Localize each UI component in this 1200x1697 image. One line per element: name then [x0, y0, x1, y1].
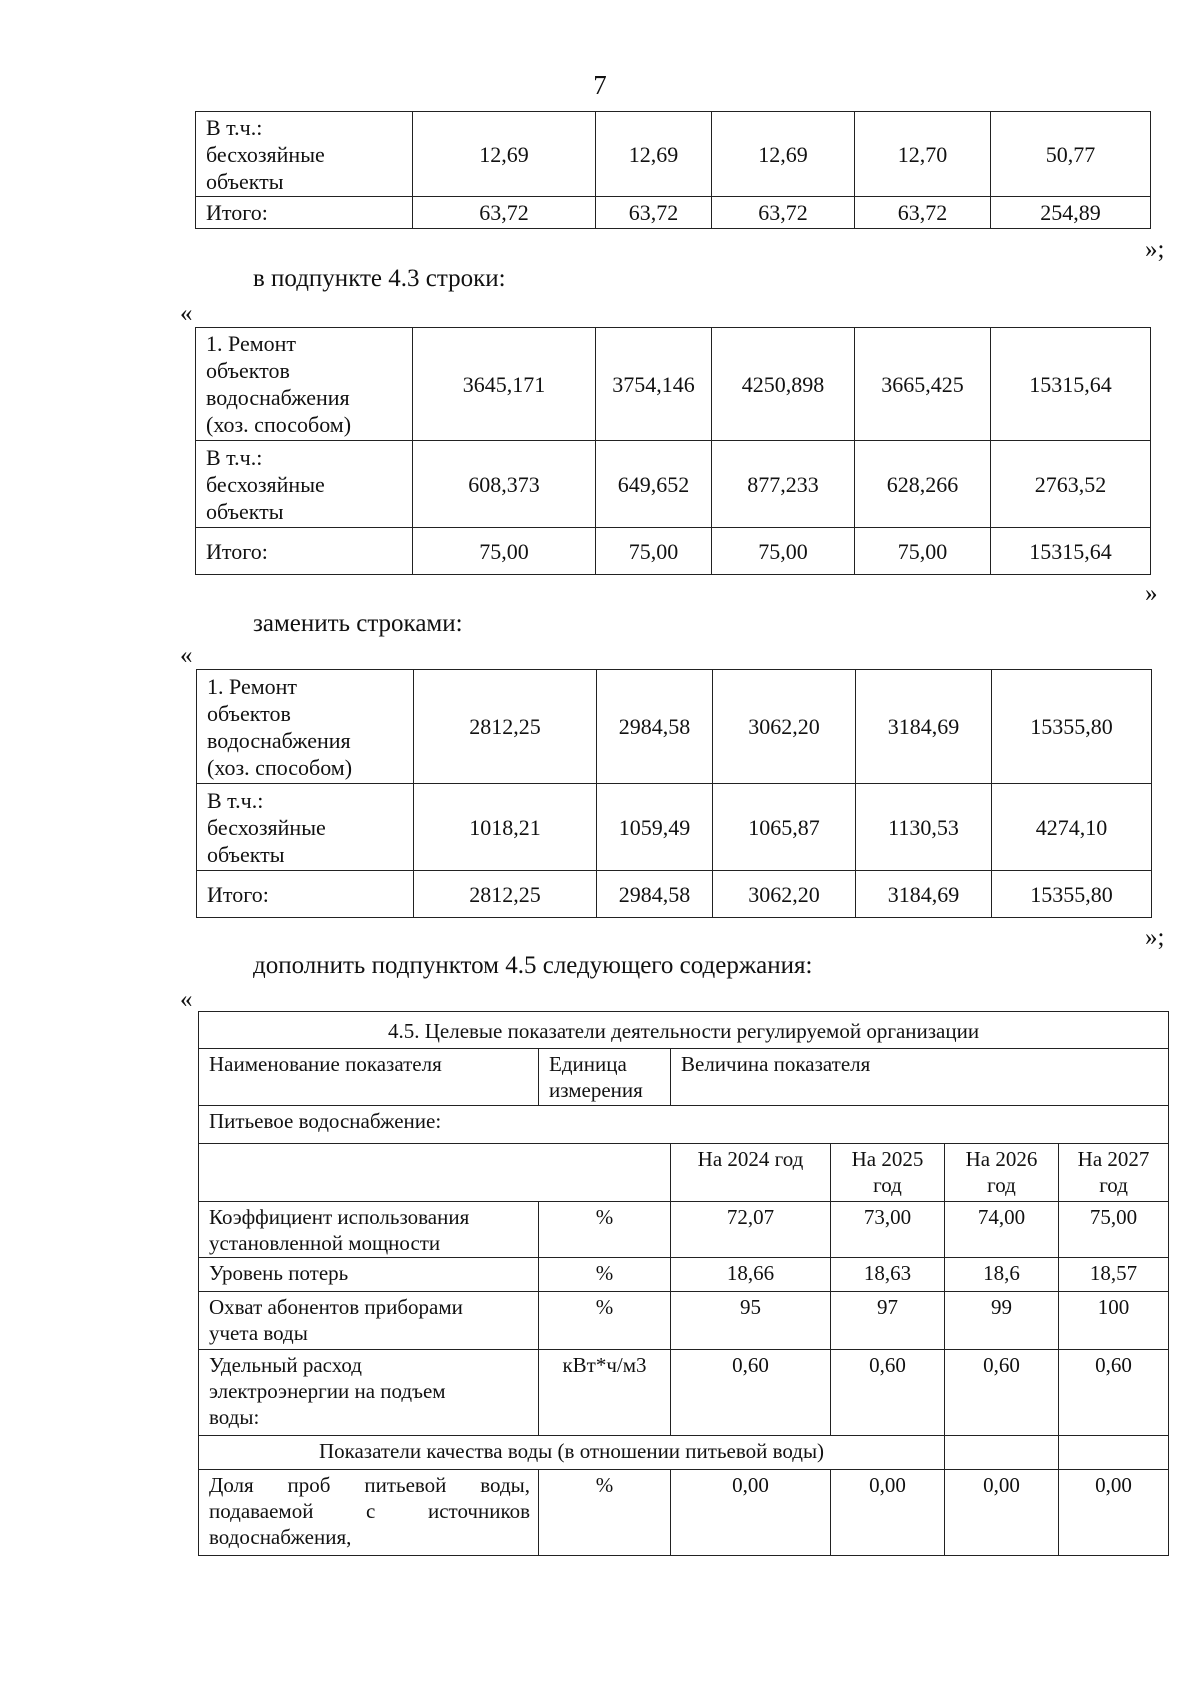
value-cell: 3184,69	[856, 871, 992, 918]
value-cell: 50,77	[991, 112, 1151, 197]
value-cell: 0,00	[671, 1470, 831, 1556]
value-cell: 75,00	[1059, 1202, 1169, 1258]
table-title-row	[199, 1012, 1169, 1049]
table-row	[199, 1258, 1169, 1292]
table-row	[197, 670, 1152, 784]
indicator-unit: %	[539, 1470, 671, 1556]
indicator-name: Коэффициент использования установленной мощности	[199, 1202, 539, 1258]
value-cell: 12,69	[596, 112, 712, 197]
col-header-name: Наименование показателя	[199, 1049, 539, 1106]
value-cell: 2812,25	[414, 871, 597, 918]
table-cost-continuation	[195, 111, 1151, 229]
indicator-name: Удельный расход электроэнергии на подъем воды:	[199, 1350, 539, 1436]
indicator-unit: %	[539, 1258, 671, 1292]
value-cell: 75,00	[413, 528, 596, 575]
row-label: В т.ч.: бесхозяйные объекты	[196, 441, 413, 528]
value-cell: 3062,20	[713, 670, 856, 784]
value-cell: 18,66	[671, 1258, 831, 1292]
indicator-unit: кВт*ч/м3	[539, 1350, 671, 1436]
value-cell: 12,69	[413, 112, 596, 197]
value-cell: 0,60	[1059, 1350, 1169, 1436]
value-cell: 2984,58	[597, 670, 713, 784]
value-cell: 15315,64	[991, 328, 1151, 441]
value-cell: 97	[831, 1292, 945, 1350]
table-old-rows	[195, 327, 1151, 575]
value-cell: 12,70	[855, 112, 991, 197]
indicator-name: Охват абонентов приборами учета воды	[199, 1292, 539, 1350]
value-cell: 63,72	[712, 197, 855, 229]
value-cell: 63,72	[413, 197, 596, 229]
value-cell: 18,6	[945, 1258, 1059, 1292]
value-cell: 254,89	[991, 197, 1151, 229]
section-row	[199, 1106, 1169, 1144]
value-cell: 0,00	[1059, 1470, 1169, 1556]
indicator-unit: %	[539, 1202, 671, 1258]
value-cell: 99	[945, 1292, 1059, 1350]
value-cell: 75,00	[712, 528, 855, 575]
table-row	[196, 441, 1151, 528]
table-row	[196, 112, 1151, 197]
section-label: Питьевое водоснабжение:	[199, 1106, 1169, 1144]
open-quote: «	[180, 300, 193, 327]
value-cell: 0,00	[945, 1470, 1059, 1556]
value-cell: 4250,898	[712, 328, 855, 441]
value-cell: 100	[1059, 1292, 1169, 1350]
value-cell: 1065,87	[713, 784, 856, 871]
open-quote: «	[180, 642, 193, 669]
value-cell: 1018,21	[414, 784, 597, 871]
paragraph-text: в подпункте 4.3 строки:	[253, 265, 506, 292]
value-cell: 2812,25	[414, 670, 597, 784]
row-label: Итого:	[197, 871, 414, 918]
table-row	[197, 784, 1152, 871]
table-new-rows	[196, 669, 1152, 918]
value-cell: 75,00	[855, 528, 991, 575]
value-cell: 649,652	[596, 441, 712, 528]
value-cell: 2984,58	[597, 871, 713, 918]
table-row	[199, 1470, 1169, 1556]
value-cell: 95	[671, 1292, 831, 1350]
close-quote: »	[1145, 580, 1158, 607]
value-cell: 12,69	[712, 112, 855, 197]
empty-cell	[1059, 1436, 1169, 1470]
value-cell: 0,60	[831, 1350, 945, 1436]
value-cell: 0,00	[831, 1470, 945, 1556]
value-cell: 1130,53	[856, 784, 992, 871]
value-cell: 2763,52	[991, 441, 1151, 528]
indicator-name: Уровень потерь	[199, 1258, 539, 1292]
close-quote: »;	[1145, 236, 1165, 263]
year-header: На 2025 год	[831, 1144, 945, 1202]
value-cell: 15355,80	[992, 670, 1152, 784]
value-cell: 628,266	[855, 441, 991, 528]
table-row	[197, 871, 1152, 918]
open-quote: «	[180, 986, 193, 1013]
value-cell: 877,233	[712, 441, 855, 528]
table-row	[199, 1350, 1169, 1436]
value-cell: 3184,69	[856, 670, 992, 784]
row-label: 1. Ремонт объектов водоснабжения (хоз. способом)	[196, 328, 413, 441]
row-label: 1. Ремонт объектов водоснабжения (хоз. способом)	[197, 670, 414, 784]
value-cell: 3645,171	[413, 328, 596, 441]
year-header: На 2027 год	[1059, 1144, 1169, 1202]
col-header-unit: Единица измерения	[539, 1049, 671, 1106]
year-header: На 2026 год	[945, 1144, 1059, 1202]
section-row	[199, 1436, 1169, 1470]
table-header-row	[199, 1049, 1169, 1106]
table-row	[196, 197, 1151, 229]
table-title: 4.5. Целевые показатели деятельности регулируемой организации	[199, 1012, 1169, 1049]
value-cell: 15315,64	[991, 528, 1151, 575]
year-header: На 2024 год	[671, 1144, 831, 1202]
row-label: В т.ч.: бесхозяйные объекты	[196, 112, 413, 197]
row-label: Итого:	[196, 197, 413, 229]
value-cell: 18,63	[831, 1258, 945, 1292]
page-number: 7	[593, 70, 607, 100]
value-cell: 1059,49	[597, 784, 713, 871]
table-row	[199, 1202, 1169, 1258]
value-cell: 3665,425	[855, 328, 991, 441]
value-cell: 608,373	[413, 441, 596, 528]
value-cell: 4274,10	[992, 784, 1152, 871]
paragraph-text: заменить строками:	[253, 610, 463, 637]
years-row	[199, 1144, 1169, 1202]
empty-cell	[199, 1144, 671, 1202]
indicator-name: Доля проб питьевой воды, подаваемой с источников водоснабжения,	[199, 1470, 539, 1556]
value-cell: 3062,20	[713, 871, 856, 918]
table-row	[199, 1292, 1169, 1350]
value-cell: 63,72	[855, 197, 991, 229]
value-cell: 0,60	[945, 1350, 1059, 1436]
col-header-value: Величина показателя	[671, 1049, 1169, 1106]
section-label: Показатели качества воды (в отношении питьевой воды)	[199, 1436, 945, 1470]
value-cell: 0,60	[671, 1350, 831, 1436]
value-cell: 75,00	[596, 528, 712, 575]
indicator-unit: %	[539, 1292, 671, 1350]
table-row	[196, 328, 1151, 441]
value-cell: 18,57	[1059, 1258, 1169, 1292]
close-quote: »;	[1145, 924, 1165, 951]
value-cell: 15355,80	[992, 871, 1152, 918]
row-label: В т.ч.: бесхозяйные объекты	[197, 784, 414, 871]
row-label: Итого:	[196, 528, 413, 575]
value-cell: 74,00	[945, 1202, 1059, 1258]
paragraph-text: дополнить подпунктом 4.5 следующего содержания:	[253, 952, 813, 979]
table-row	[196, 528, 1151, 575]
value-cell: 73,00	[831, 1202, 945, 1258]
value-cell: 63,72	[596, 197, 712, 229]
empty-cell	[945, 1436, 1059, 1470]
table-target-indicators	[198, 1011, 1169, 1556]
value-cell: 3754,146	[596, 328, 712, 441]
value-cell: 72,07	[671, 1202, 831, 1258]
